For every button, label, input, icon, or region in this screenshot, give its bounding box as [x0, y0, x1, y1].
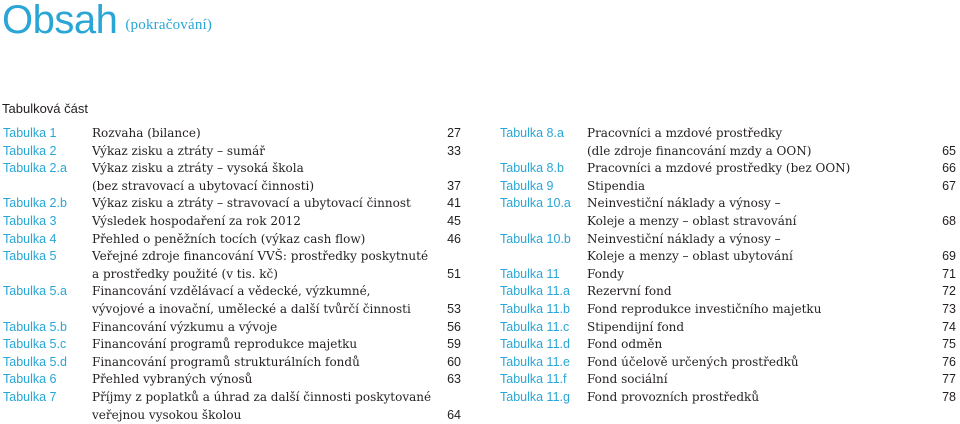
toc-entry-line[interactable] — [3, 124, 461, 142]
toc-entry-page-number: 45 — [447, 214, 461, 228]
toc-entry-label: Tabulka 7 — [3, 390, 57, 404]
toc-entry-line[interactable] — [500, 230, 956, 248]
toc-entry-line[interactable] — [500, 247, 956, 265]
toc-entry-label: Tabulka 5.c — [3, 337, 67, 352]
toc-entry-title: Přehled vybraných výnosů — [92, 372, 253, 387]
toc-entry-title: Přehled o peněžních tocích (výkaz cash flow) — [92, 231, 366, 246]
toc-entry-title: Fond sociální — [587, 372, 668, 387]
toc-entry-title: Výkaz zisku a ztráty – vysoká škola — [92, 161, 304, 176]
toc-entry-title: Neinvestiční náklady a výnosy – — [587, 196, 781, 211]
toc-entry-title: (bez stravovací a ubytovací činnosti) — [92, 178, 315, 193]
toc-entry-title: Rozvaha (bilance) — [92, 126, 201, 140]
toc-entry-line[interactable] — [500, 265, 956, 283]
toc-entry-line[interactable] — [3, 212, 461, 230]
toc-entry-title: Výkaz zisku a ztráty – stravovací a ubytovací činnost — [92, 196, 411, 211]
toc-entry-title: Fondy — [587, 266, 625, 281]
toc-entry-line[interactable] — [500, 370, 956, 388]
toc-entry-page-number: 37 — [447, 178, 461, 193]
toc-entry-page-number: 76 — [942, 354, 956, 369]
toc-entry-page-number: 33 — [447, 143, 461, 158]
toc-entry-line[interactable] — [500, 318, 956, 336]
toc-entry-page-number: 74 — [942, 319, 956, 334]
section-label: Tabulková část — [2, 101, 88, 116]
toc-entry-page-number: 41 — [447, 196, 461, 211]
toc-entry-label: Tabulka 11.d — [500, 337, 570, 352]
toc-entry-title: veřejnou vysokou školou — [92, 407, 242, 422]
toc-entry-label: Tabulka 11.b — [500, 302, 570, 316]
toc-entry-page-number: 56 — [447, 319, 461, 334]
toc-entry-title: Koleje a menzy – oblast ubytování — [587, 249, 793, 264]
toc-entry-page-number: 46 — [447, 231, 461, 246]
toc-entry-line[interactable] — [3, 300, 461, 318]
toc-entry-page-number: 68 — [942, 214, 956, 228]
toc-entry-line[interactable] — [3, 194, 461, 212]
toc-entry-title: Fond účelově určených prostředků — [587, 354, 799, 369]
toc-entry-page-number: 69 — [942, 249, 956, 264]
toc-entry-label: Tabulka 11.g — [500, 390, 570, 404]
toc-entry-label: Tabulka 2 — [3, 143, 57, 158]
toc-entry-title: Financování výzkumu a vývoje — [92, 319, 278, 334]
toc-entry-title: Výkaz zisku a ztráty – sumář — [92, 143, 266, 158]
toc-entry-line[interactable] — [3, 388, 461, 406]
toc-entry-title: Neinvestiční náklady a výnosy – — [587, 231, 781, 246]
toc-entry-label: Tabulka 11.a — [500, 284, 570, 299]
toc-entry-line[interactable] — [3, 265, 461, 283]
toc-entry-label: Tabulka 10.b — [500, 231, 571, 246]
toc-entry-title: Financování programů strukturálních fondů — [92, 354, 360, 369]
toc-entry-line[interactable] — [500, 177, 956, 195]
page-title — [2, 0, 212, 45]
toc-entry-label: Tabulka 4 — [3, 231, 57, 246]
toc-entry-label: Tabulka 5.b — [3, 319, 67, 334]
toc-entry-line[interactable] — [500, 159, 956, 177]
toc-entry-title: a prostředky použité (v tis. kč) — [92, 266, 278, 281]
toc-entry-title: Rezervní fond — [587, 284, 672, 299]
toc-entry-page-number: 72 — [942, 284, 956, 299]
toc-entry-title: vývojové a inovační, umělecké a další tvůrčí činnosti — [92, 302, 411, 316]
toc-entry-line[interactable] — [3, 177, 461, 195]
toc-entry-page-number: 71 — [942, 266, 956, 281]
toc-entry-line[interactable] — [3, 406, 461, 424]
toc-entry-title: Stipendijní fond — [587, 319, 685, 334]
toc-entry-page-number: 27 — [447, 126, 461, 140]
toc-entry-label: Tabulka 8.a — [500, 126, 564, 140]
toc-entry-line[interactable] — [500, 194, 956, 212]
toc-entry-title: Financování programů reprodukce majetku — [92, 337, 358, 352]
toc-entry-page-number: 60 — [447, 354, 461, 369]
toc-entry-page-number: 75 — [942, 337, 956, 352]
toc-entry-title: Příjmy z poplatků a úhrad za další činnosti poskytované — [92, 390, 432, 404]
toc-entry-title: Fond odměn — [587, 337, 663, 352]
toc-entry-page-number: 77 — [942, 372, 956, 387]
toc-entry-title: (dle zdroje financování mzdy a OON) — [587, 143, 812, 158]
toc-entry-page-number: 53 — [447, 302, 461, 316]
page-subtitle: (pokračování) — [125, 17, 213, 33]
toc-entry-line[interactable] — [3, 353, 461, 371]
toc-entry-line[interactable] — [500, 124, 956, 142]
toc-entry-line[interactable] — [500, 212, 956, 230]
toc-entry-page-number: 59 — [447, 337, 461, 352]
toc-entry-title: Koleje a menzy – oblast stravování — [587, 214, 797, 228]
toc-entry-title: Veřejné zdroje financování VVŠ: prostředky poskytnuté — [92, 249, 429, 264]
toc-entry-label: Tabulka 11 — [500, 266, 560, 281]
toc-entry-label: Tabulka 6 — [3, 372, 57, 387]
toc-entry-label: Tabulka 3 — [3, 214, 57, 228]
toc-entry-line[interactable] — [3, 335, 461, 353]
toc-entry-label: Tabulka 10.a — [500, 196, 571, 211]
toc-entry-line[interactable] — [3, 282, 461, 300]
toc-entry-page-number: 78 — [942, 390, 956, 404]
toc-entry-line[interactable] — [500, 300, 956, 318]
toc-entry-page-number: 65 — [942, 143, 956, 158]
toc-entry-label: Tabulka 8.b — [500, 161, 564, 176]
toc-entry-label: Tabulka 9 — [500, 178, 554, 193]
toc-entry-line[interactable] — [500, 335, 956, 353]
toc-entry-title: Financování vzdělávací a vědecké, výzkumné, — [92, 284, 371, 299]
toc-entry-label: Tabulka 2.b — [3, 196, 67, 211]
toc-entry-line[interactable] — [500, 282, 956, 300]
toc-entry-title: Stipendia — [587, 178, 646, 193]
toc-entry-label: Tabulka 5.d — [3, 354, 67, 369]
toc-entry-title: Výsledek hospodaření za rok 2012 — [92, 214, 301, 228]
toc-entry-label: Tabulka 2.a — [3, 161, 67, 176]
toc-entry-line[interactable] — [3, 230, 461, 248]
toc-entry-line[interactable] — [3, 318, 461, 336]
toc-entry-label: Tabulka 11.c — [500, 319, 570, 334]
toc-entry-label: Tabulka 5.a — [3, 284, 67, 299]
toc-entry-page-number: 64 — [447, 407, 461, 422]
toc-entry-page-number: 66 — [942, 161, 956, 176]
toc-entry-title: Fond reprodukce investičního majetku — [587, 302, 822, 316]
toc-entry-line[interactable] — [3, 247, 461, 265]
toc-entry-page-number: 63 — [447, 372, 461, 387]
toc-entry-label: Tabulka 1 — [3, 126, 57, 140]
page-title-text: Obsah — [2, 0, 118, 42]
toc-entry-line[interactable] — [3, 142, 461, 160]
toc-entry-line[interactable] — [3, 370, 461, 388]
toc-entry-label: Tabulka 5 — [3, 249, 57, 264]
toc-entry-line[interactable] — [500, 353, 956, 371]
toc-entry-title: Pracovníci a mzdové prostředky (bez OON) — [587, 161, 851, 176]
toc-entry-line[interactable] — [500, 388, 956, 406]
toc-entry-page-number: 73 — [942, 302, 956, 316]
toc-entry-label: Tabulka 11.f — [500, 372, 567, 387]
toc-entry-title: Fond provozních prostředků — [587, 390, 760, 404]
toc-entry-title: Pracovníci a mzdové prostředky — [587, 126, 783, 140]
toc-entry-label: Tabulka 11.e — [500, 354, 570, 369]
toc-entry-line[interactable] — [500, 142, 956, 160]
toc-entry-page-number: 51 — [447, 266, 461, 281]
toc-entry-page-number: 67 — [942, 178, 956, 193]
toc-entry-line[interactable] — [3, 159, 461, 177]
